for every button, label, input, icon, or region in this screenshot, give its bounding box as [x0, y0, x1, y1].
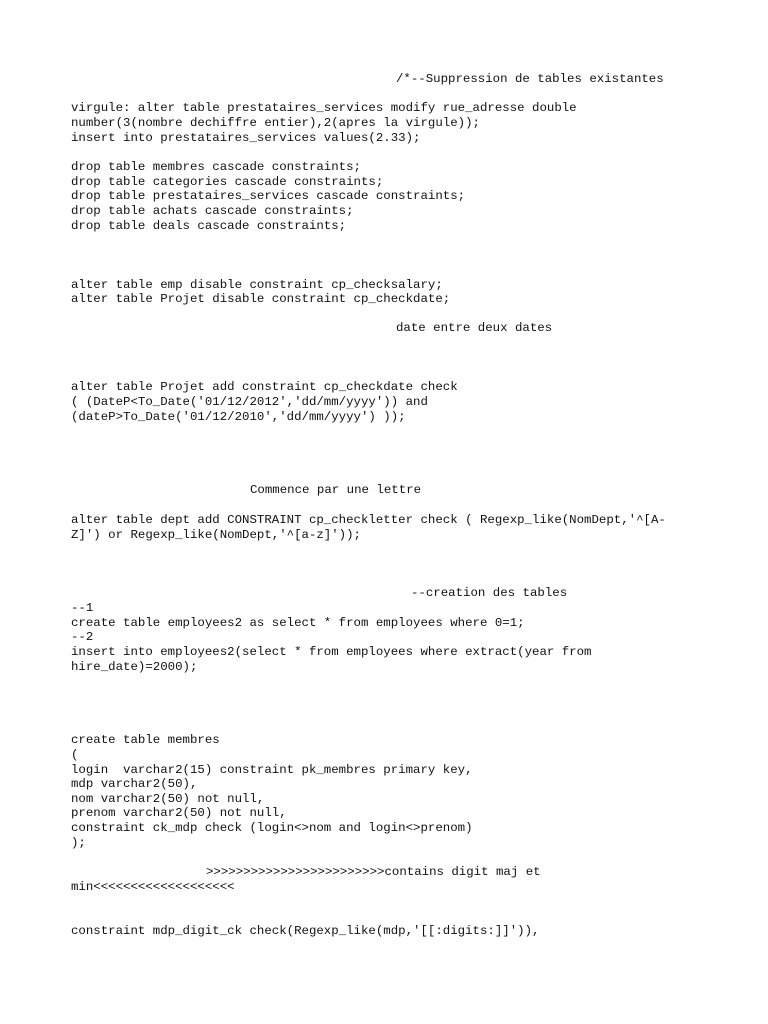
code-line: drop table deals cascade constraints;	[71, 219, 347, 233]
code-line: insert into employees2(select * from employees where extract(year from	[71, 645, 592, 659]
code-line: hire_date)=2000);	[71, 660, 198, 674]
code-line: login varchar2(15) constraint pk_membres primary key,	[71, 763, 473, 777]
code-line: alter table dept add CONSTRAINT cp_checkletter check ( Regexp_like(NomDept,'^[A-	[71, 513, 666, 527]
code-line: constraint mdp_digit_ck check(Regexp_like(mdp,'[[:digits:]]')),	[71, 924, 540, 938]
code-line: create table employees2 as select * from employees where 0=1;	[71, 616, 525, 630]
code-line: alter table Projet disable constraint cp_checkdate;	[71, 292, 451, 306]
code-line: virgule: alter table prestataires_services modify rue_adresse double	[71, 101, 577, 115]
heading-date-entre-deux-dates: date entre deux dates	[396, 321, 553, 335]
code-line: alter table Projet add constraint cp_checkdate check	[71, 380, 458, 394]
code-line: prenom varchar2(50) not null,	[71, 806, 287, 820]
code-line: insert into prestataires_services values(2.33);	[71, 131, 421, 145]
code-line: ( (DateP<To_Date('01/12/2012','dd/mm/yyyy')) and	[71, 395, 428, 409]
code-line: --2	[71, 630, 94, 644]
code-line: drop table prestataires_services cascade constraints;	[71, 189, 466, 203]
code-line: constraint ck_mdp check (login<>nom and login<>prenom)	[71, 821, 473, 835]
heading-commence-par-lettre: Commence par une lettre	[250, 483, 422, 497]
code-line: Z]') or Regexp_like(NomDept,'^[a-z]'));	[71, 528, 361, 542]
code-line: --1	[71, 601, 94, 615]
code-line: (dateP>To_Date('01/12/2010','dd/mm/yyyy') ));	[71, 410, 406, 424]
heading-creation-tables: --creation des tables	[411, 586, 568, 600]
heading-contains-digit-continued: min<<<<<<<<<<<<<<<<<<<	[71, 880, 235, 894]
code-line: mdp varchar2(50),	[71, 777, 198, 791]
code-line: drop table membres cascade constraints;	[71, 160, 361, 174]
code-line: number(3(nombre dechiffre entier),2(apres la virgule));	[71, 116, 480, 130]
code-line: drop table categories cascade constraints;	[71, 175, 384, 189]
code-line: alter table emp disable constraint cp_checksalary;	[71, 278, 443, 292]
code-line: drop table achats cascade constraints;	[71, 204, 354, 218]
heading-contains-digit: >>>>>>>>>>>>>>>>>>>>>>>>contains digit maj et	[206, 865, 541, 879]
code-line: );	[71, 836, 86, 850]
code-line: (	[71, 748, 79, 762]
heading-suppression-tables: /*--Suppression de tables existantes	[396, 72, 664, 86]
code-line: nom varchar2(50) not null,	[71, 792, 265, 806]
code-line: create table membres	[71, 733, 220, 747]
